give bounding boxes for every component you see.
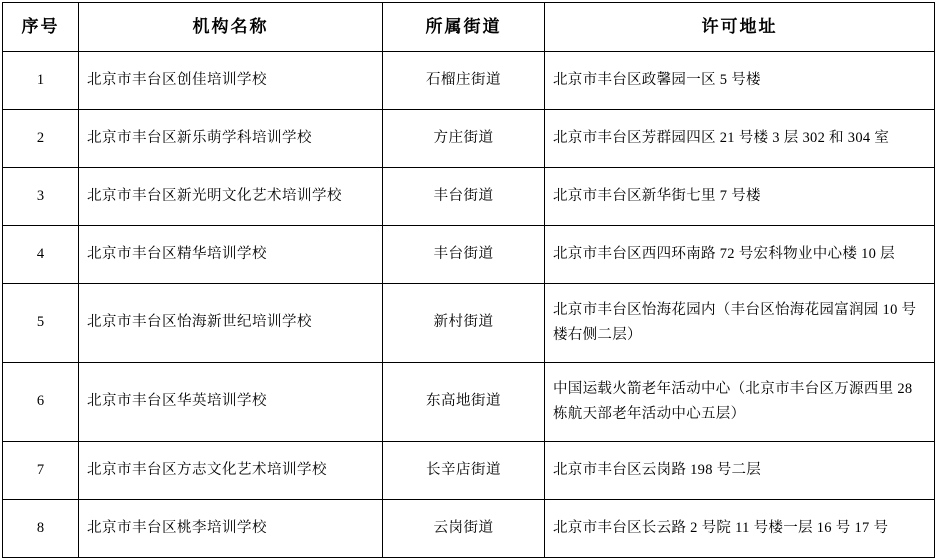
table-row bbox=[3, 442, 935, 500]
cell-index: 6 bbox=[3, 363, 79, 442]
cell-index: 5 bbox=[3, 284, 79, 363]
cell-org: 北京市丰台区怡海新世纪培训学校 bbox=[79, 284, 383, 363]
document-page bbox=[0, 2, 936, 536]
cell-address: 北京市丰台区新华街七里 7 号楼 bbox=[545, 168, 935, 226]
column-header-index: 序号 bbox=[3, 3, 79, 52]
cell-address: 北京市丰台区云岗路 198 号二层 bbox=[545, 442, 935, 500]
cell-address: 北京市丰台区怡海花园内（丰台区怡海花园富润园 10 号楼右侧二层） bbox=[545, 284, 935, 363]
column-header-address: 许可地址 bbox=[545, 3, 935, 52]
table-row bbox=[3, 284, 935, 363]
cell-org: 北京市丰台区精华培训学校 bbox=[79, 226, 383, 284]
cell-index: 3 bbox=[3, 168, 79, 226]
cell-org: 北京市丰台区新光明文化艺术培训学校 bbox=[79, 168, 383, 226]
licence-table bbox=[2, 2, 935, 558]
cell-org: 北京市丰台区桃李培训学校 bbox=[79, 500, 383, 558]
cell-index: 4 bbox=[3, 226, 79, 284]
table-row bbox=[3, 52, 935, 110]
cell-org: 北京市丰台区方志文化艺术培训学校 bbox=[79, 442, 383, 500]
cell-org: 北京市丰台区创佳培训学校 bbox=[79, 52, 383, 110]
table-header bbox=[3, 3, 935, 52]
cell-street: 方庄街道 bbox=[383, 110, 545, 168]
cell-index: 1 bbox=[3, 52, 79, 110]
cell-org: 北京市丰台区新乐萌学科培训学校 bbox=[79, 110, 383, 168]
table-body bbox=[3, 52, 935, 558]
column-header-org: 机构名称 bbox=[79, 3, 383, 52]
cell-street: 丰台街道 bbox=[383, 168, 545, 226]
cell-index: 2 bbox=[3, 110, 79, 168]
cell-street: 丰台街道 bbox=[383, 226, 545, 284]
cell-street: 新村街道 bbox=[383, 284, 545, 363]
cell-street: 云岗街道 bbox=[383, 500, 545, 558]
cell-address: 北京市丰台区长云路 2 号院 11 号楼一层 16 号 17 号 bbox=[545, 500, 935, 558]
table-row bbox=[3, 363, 935, 442]
cell-index: 8 bbox=[3, 500, 79, 558]
cell-street: 石榴庄街道 bbox=[383, 52, 545, 110]
cell-street: 东高地街道 bbox=[383, 363, 545, 442]
column-header-street: 所属街道 bbox=[383, 3, 545, 52]
table-header-row bbox=[3, 3, 935, 52]
table-row bbox=[3, 226, 935, 284]
cell-address: 中国运载火箭老年活动中心（北京市丰台区万源西里 28 栋航天部老年活动中心五层） bbox=[545, 363, 935, 442]
cell-org: 北京市丰台区华英培训学校 bbox=[79, 363, 383, 442]
cell-address: 北京市丰台区芳群园四区 21 号楼 3 层 302 和 304 室 bbox=[545, 110, 935, 168]
cell-address: 北京市丰台区政馨园一区 5 号楼 bbox=[545, 52, 935, 110]
table-row bbox=[3, 500, 935, 558]
table-row bbox=[3, 168, 935, 226]
cell-address: 北京市丰台区西四环南路 72 号宏科物业中心楼 10 层 bbox=[545, 226, 935, 284]
table-row bbox=[3, 110, 935, 168]
cell-index: 7 bbox=[3, 442, 79, 500]
cell-street: 长辛店街道 bbox=[383, 442, 545, 500]
